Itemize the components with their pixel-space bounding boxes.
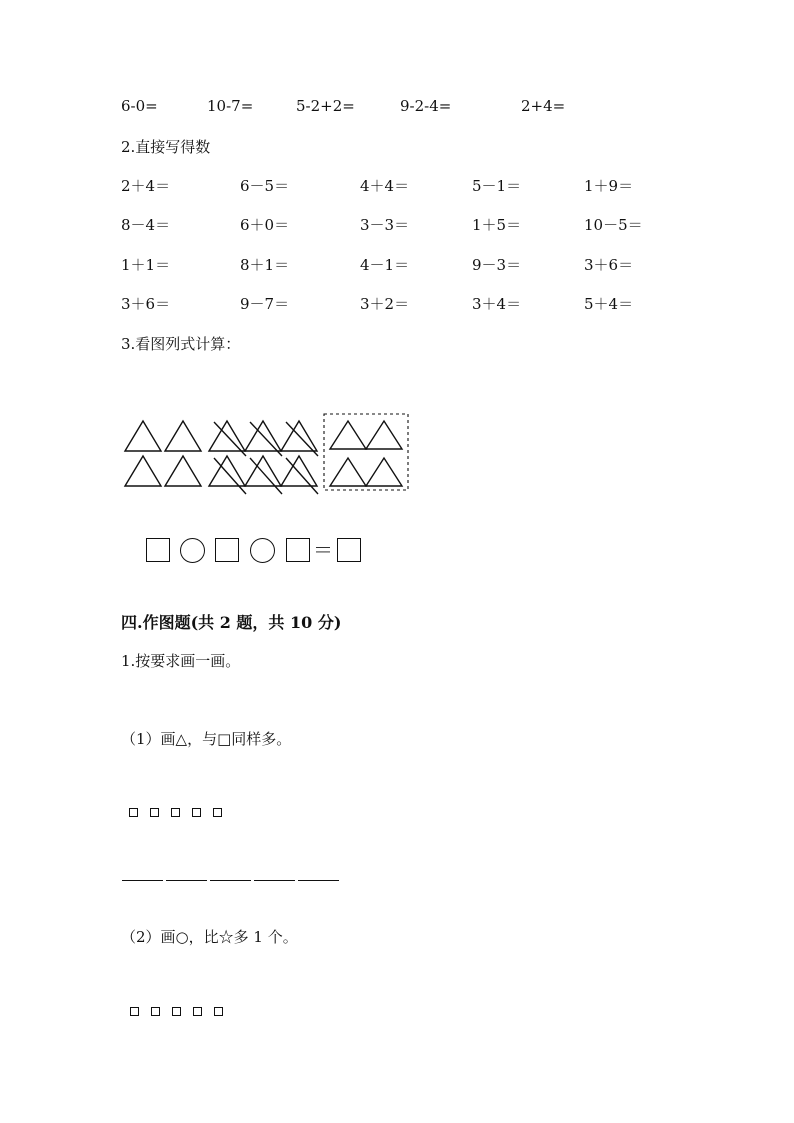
q2-expr: 9－3＝ xyxy=(472,256,522,274)
small-square xyxy=(130,1007,139,1016)
s4-q1-part1: （1）画△，与□同样多。 xyxy=(121,730,292,748)
q2-expr: 8－4＝ xyxy=(121,216,171,234)
answer-blank[interactable] xyxy=(210,880,251,881)
answer-blank[interactable] xyxy=(254,880,295,881)
small-square xyxy=(214,1007,223,1016)
triangle xyxy=(366,458,402,486)
q2-expr: 9－7＝ xyxy=(240,295,290,313)
triangle xyxy=(165,421,201,451)
q2-expr: 3－3＝ xyxy=(360,216,410,234)
cross-out-line xyxy=(250,458,282,494)
small-square xyxy=(193,1007,202,1016)
cross-out-line xyxy=(214,458,246,494)
q2-expr: 3＋4＝ xyxy=(472,295,522,313)
expr-0-4: 9-2-4= xyxy=(400,97,452,115)
q2-title: 2.直接写得数 xyxy=(121,138,211,156)
q2-expr: 10－5＝ xyxy=(584,216,643,234)
triangle xyxy=(125,421,161,451)
answer-blank[interactable] xyxy=(166,880,207,881)
operator-circle[interactable] xyxy=(250,538,275,563)
triangle xyxy=(366,421,402,449)
s4-q1-part2: （2）画○，比☆多 1 个。 xyxy=(121,928,298,946)
expr-0-3: 5-2+2= xyxy=(296,97,355,115)
small-square xyxy=(172,1007,181,1016)
small-square xyxy=(213,808,222,817)
triangle xyxy=(245,456,281,486)
expr-0-2: 10-7= xyxy=(207,97,254,115)
s4-q1-title: 1.按要求画一画。 xyxy=(121,652,241,670)
small-square xyxy=(129,808,138,817)
q2-expr: 3＋6＝ xyxy=(584,256,634,274)
q2-expr: 5＋4＝ xyxy=(584,295,634,313)
q2-expr: 4－1＝ xyxy=(360,256,410,274)
answer-box[interactable] xyxy=(215,538,239,562)
q2-expr: 3＋2＝ xyxy=(360,295,410,313)
q2-expr: 8＋1＝ xyxy=(240,256,290,274)
operator-circle[interactable] xyxy=(180,538,205,563)
q3-title: 3.看图列式计算： xyxy=(121,335,241,353)
cross-out-line xyxy=(286,458,318,494)
small-square xyxy=(192,808,201,817)
result-box[interactable] xyxy=(337,538,361,562)
triangle xyxy=(125,456,161,486)
triangle xyxy=(281,456,317,486)
small-square xyxy=(171,808,180,817)
triangle xyxy=(330,421,366,449)
triangle xyxy=(330,458,366,486)
q2-expr: 3＋6＝ xyxy=(121,295,171,313)
q2-expr: 2＋4＝ xyxy=(121,177,171,195)
q2-expr: 6－5＝ xyxy=(240,177,290,195)
triangle xyxy=(209,456,245,486)
q2-expr: 1＋1＝ xyxy=(121,256,171,274)
expr-0-5: 2+4= xyxy=(521,97,566,115)
section4-title: 四.作图题(共 2 题，共 10 分) xyxy=(121,613,342,632)
answer-box[interactable] xyxy=(146,538,170,562)
q2-expr: 6＋0＝ xyxy=(240,216,290,234)
answer-box[interactable] xyxy=(286,538,310,562)
small-square xyxy=(151,1007,160,1016)
answer-blank[interactable] xyxy=(122,880,163,881)
triangle xyxy=(165,456,201,486)
q2-expr: 1＋9＝ xyxy=(584,177,634,195)
q2-expr: 1＋5＝ xyxy=(472,216,522,234)
expr-0-1: 6-0= xyxy=(121,97,158,115)
answer-blank[interactable] xyxy=(298,880,339,881)
triangle-figure xyxy=(118,408,418,500)
dashed-box xyxy=(324,414,408,490)
small-square xyxy=(150,808,159,817)
equals-sign: ＝ xyxy=(313,538,333,562)
q2-expr: 5－1＝ xyxy=(472,177,522,195)
q2-expr: 4＋4＝ xyxy=(360,177,410,195)
